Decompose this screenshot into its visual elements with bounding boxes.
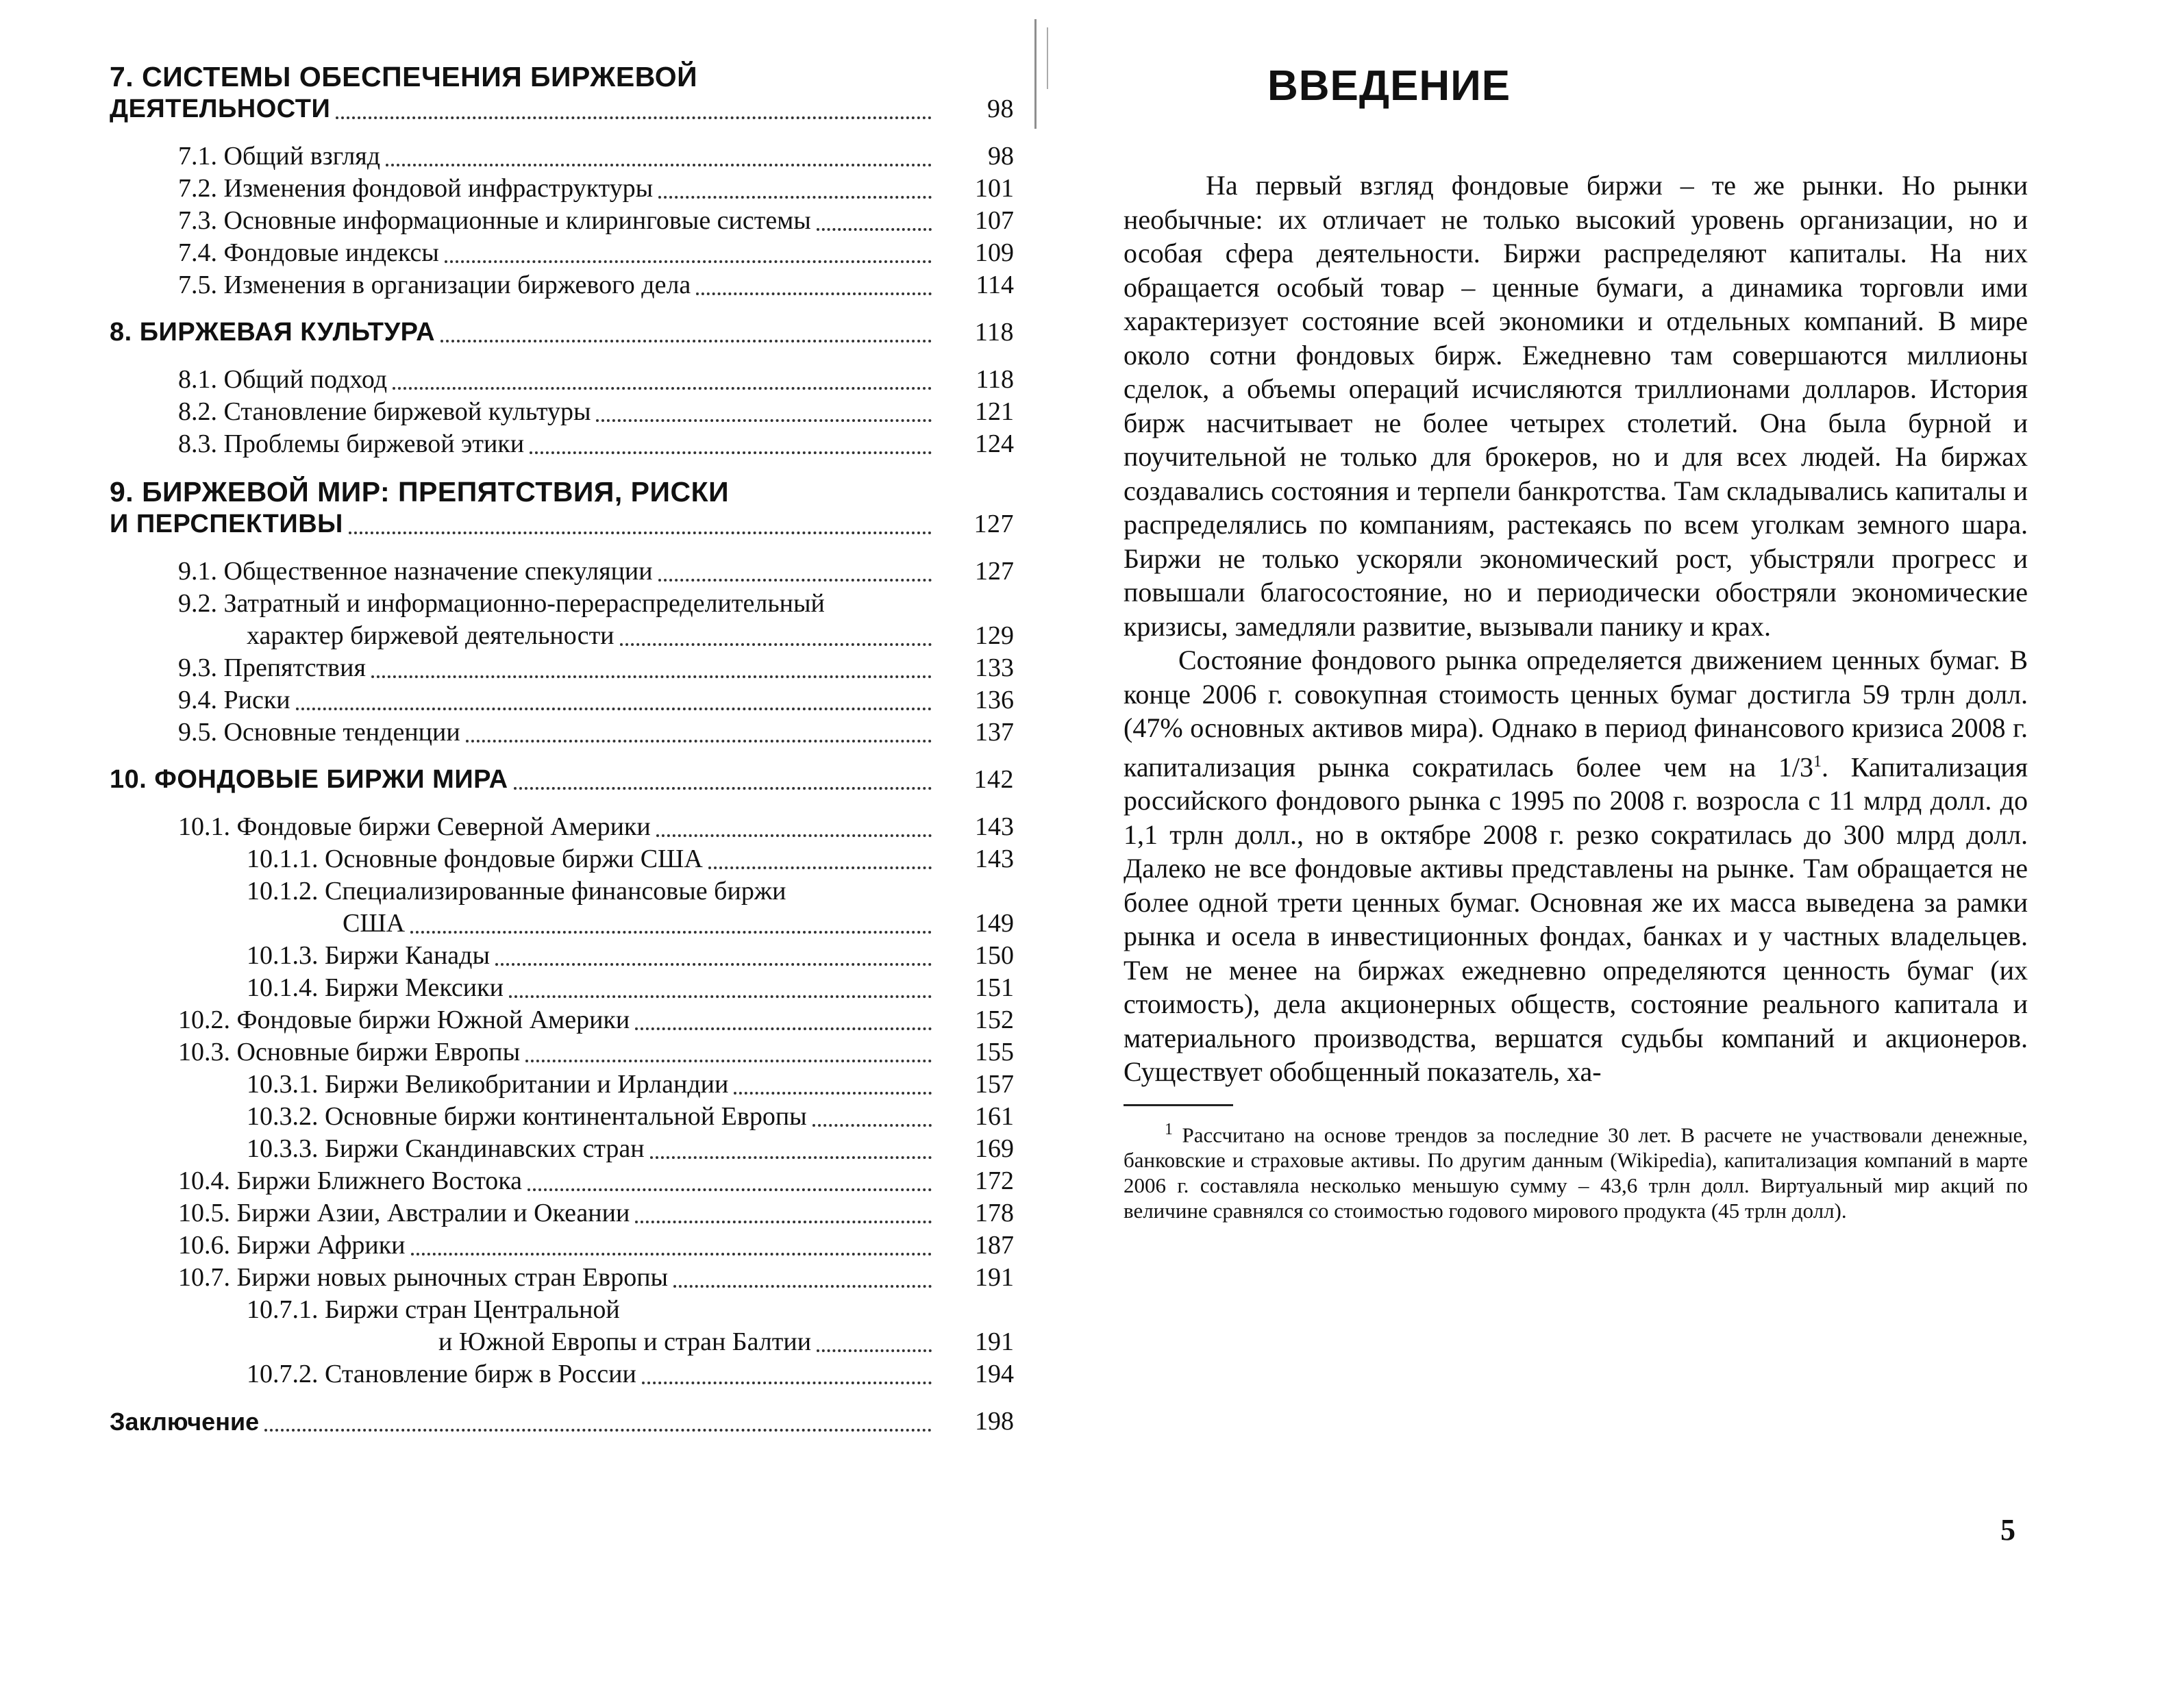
leader-dots: [509, 995, 932, 998]
toc-item-label: 7.3. Основные информационные и клиринговые системы: [178, 206, 811, 235]
gutter-mark: [1034, 19, 1037, 129]
toc-section-title: 10. ФОНДОВЫЕ БИРЖИ МИРА: [110, 765, 508, 794]
leader-dots: [673, 1285, 932, 1288]
toc-section-title-row: [110, 316, 1014, 349]
toc-page-number: 121: [975, 397, 1014, 426]
toc-item: [110, 1101, 1014, 1133]
toc-page-number: 152: [975, 1006, 1014, 1034]
toc-page-number: 161: [975, 1102, 1014, 1131]
toc-item: [110, 972, 1014, 1004]
toc-section-title-row: [110, 508, 1014, 540]
toc-item-label: 10.7.2. Становление бирж в России: [247, 1360, 636, 1388]
toc-page-number: 136: [975, 686, 1014, 714]
toc-page-number: 150: [975, 941, 1014, 970]
toc-item: [110, 1197, 1014, 1229]
page-number: 5: [2000, 1513, 2015, 1547]
leader-dots: [708, 866, 932, 869]
toc-item: [110, 1358, 1014, 1390]
intro-paragraph: [1124, 643, 2028, 1089]
toc-page-number: 191: [975, 1263, 1014, 1292]
toc-item-label: 9.3. Препятствия: [178, 653, 366, 682]
leader-dots: [336, 116, 932, 119]
toc-page-number: 198: [975, 1407, 1014, 1436]
toc-item-label: 10.7. Биржи новых рыночных стран Европы: [178, 1263, 669, 1292]
leader-dots: [817, 228, 932, 231]
leader-dots: [620, 643, 932, 646]
toc-item-label: 10.3.1. Биржи Великобритании и Ирландии: [247, 1070, 729, 1099]
leader-dots: [411, 1253, 932, 1256]
toc-item: [110, 811, 1014, 843]
toc-section-title-cont: И ПЕРСПЕКТИВЫ: [110, 510, 343, 538]
intro-text: Состояние фондового рынка определяется движением ценных бумаг. В конце 2006 г. совокупная стоимость ценных бумаг достигла 59 трлн долл. (47% основных активов мира). Однако в период финансового кризиса 2008 г. капитализация рынка сократилась более чем на: [1124, 645, 2028, 782]
toc-item-label: 10.1.3. Биржи Канады: [247, 941, 491, 970]
toc-page-number: 98: [987, 95, 1014, 123]
toc-item-label: 10.2. Фондовые биржи Южной Америки: [178, 1006, 630, 1034]
toc-item-label: 7.4. Фондовые индексы: [178, 238, 439, 267]
toc-item: [110, 428, 1014, 460]
toc-item: [110, 237, 1014, 269]
toc-item: [110, 1069, 1014, 1101]
leader-dots: [656, 834, 932, 837]
toc-conclusion-label: Заключение: [110, 1408, 260, 1436]
toc-page-number: 155: [975, 1038, 1014, 1066]
gutter-mark: [1047, 27, 1048, 89]
leader-dots: [495, 963, 932, 966]
leader-dots: [514, 787, 932, 790]
toc-section-9: [110, 475, 1014, 749]
toc-item: [110, 1133, 1014, 1165]
toc-page-number: 149: [975, 909, 1014, 938]
toc-conclusion: [110, 1406, 1014, 1438]
introduction-page: [1124, 59, 2028, 1223]
footnote-mark: 1: [1165, 1120, 1173, 1138]
toc-item: [110, 940, 1014, 972]
toc-page-number: 151: [975, 973, 1014, 1002]
leader-dots: [296, 708, 932, 710]
toc-item-label: 9.1. Общественное назначение спекуляции: [178, 557, 653, 586]
toc-section-title-row: [110, 764, 1014, 796]
leader-dots: [635, 1027, 932, 1030]
leader-dots: [349, 532, 932, 534]
toc-item: [110, 364, 1014, 396]
toc-page-number: 143: [975, 812, 1014, 841]
toc-item: [110, 684, 1014, 716]
toc-section-8: [110, 316, 1014, 460]
toc-item-label: 10.1.1. Основные фондовые биржи США: [247, 845, 703, 873]
leader-dots: [440, 340, 932, 342]
toc-section-title-cont: ДЕЯТЕЛЬНОСТИ: [110, 95, 331, 123]
toc-section-title-row: [110, 93, 1014, 125]
footnote-text: Рассчитано на основе трендов за последние 30 лет. В расчете не участвовали денежные, банковские и страховые активы. По другим данным (Wikipedia), капитализация компаний в марте 2006 г. составляла несколько меньшую сумму – 43,6 трлн долл. Виртуальный мир акций по величине сравнялся со стоимостью годового мирового продукта (45 трлн долл).: [1124, 1123, 2028, 1223]
toc-item-label-cont: США: [343, 909, 406, 938]
toc-item: [110, 843, 1014, 875]
toc-page-number: 133: [975, 653, 1014, 682]
intro-text: . Капитализация российского фондового рынка с 1995 по 2008 г. возросла с 11 млрд долл. до 1,1 трлн долл., но в октябре 2008 г. резко сократилась до 300 млрд долл. Далеко не все фондовые активы представлены на рынке. Там обращается не более одной трети ценных бумаг. Основная же их масса выведена за рамки рынка и осела в инвестиционных фондах, банках и у частных владельцев. Тем не менее на биржах ежедневно определяются ценность бумаг (их стоимость), дела акционерных обществ, состояние реального капитала и материального производства, вершатся судьбы компаний и акционеров. Существует обобщенный показатель, ха-: [1124, 751, 2028, 1088]
toc-item-label: 9.4. Риски: [178, 686, 290, 714]
toc-item-label: 10.3.3. Биржи Скандинавских стран: [247, 1134, 645, 1163]
toc-item: [110, 620, 1014, 652]
toc-section-title: 7. СИСТЕМЫ ОБЕСПЕЧЕНИЯ БИРЖЕВОЙ: [110, 61, 698, 92]
toc-item: [110, 1165, 1014, 1197]
toc-page-number: 114: [976, 271, 1014, 299]
toc-section-7: [110, 60, 1014, 301]
toc-page-number: 109: [975, 238, 1014, 267]
toc-item: [110, 652, 1014, 684]
leader-dots: [734, 1092, 932, 1095]
toc-page-number: 127: [975, 557, 1014, 586]
leader-dots: [386, 164, 932, 166]
toc-item-label: 10.3.2. Основные биржи континентальной Европы: [247, 1102, 807, 1131]
toc-page-number: 137: [975, 718, 1014, 747]
toc-item: [110, 1229, 1014, 1262]
toc-item: [110, 1326, 1014, 1358]
toc-page-number: 127: [973, 510, 1014, 538]
toc-page-number: 143: [975, 845, 1014, 873]
toc-item-label: 7.1. Общий взгляд: [178, 142, 381, 171]
page-title: ВВЕДЕНИЕ: [1267, 62, 1511, 110]
toc-item-label: 7.2. Изменения фондовой инфраструктуры: [178, 174, 654, 203]
toc-item: [110, 269, 1014, 301]
toc-item: [110, 555, 1014, 588]
leader-dots: [817, 1349, 932, 1352]
toc-item-label: 10.3. Основные биржи Европы: [178, 1038, 521, 1066]
toc-item: [110, 140, 1014, 173]
footnote-reference: 1: [1813, 752, 1822, 771]
toc-page-number: 101: [975, 174, 1014, 203]
toc-item-label: 8.1. Общий подход: [178, 365, 388, 394]
toc-page-number: 187: [975, 1231, 1014, 1260]
toc-page-number: 191: [975, 1327, 1014, 1356]
toc-item-label-cont: характер биржевой деятельности: [247, 621, 615, 650]
toc-item: [110, 1262, 1014, 1294]
toc-item-label: 8.3. Проблемы биржевой этики: [178, 429, 525, 458]
toc-item-label: 9.2. Затратный и информационно-перераспределительный: [178, 589, 825, 618]
leader-dots: [530, 451, 932, 454]
leader-dots: [528, 1188, 932, 1191]
toc-page-number: 107: [975, 206, 1014, 235]
toc-page-number: 157: [975, 1070, 1014, 1099]
toc-page-number: 172: [975, 1166, 1014, 1195]
toc-page-number: 142: [973, 765, 1014, 794]
toc-item: [110, 396, 1014, 428]
toc-page-number: 118: [974, 318, 1014, 347]
toc-page-number: 169: [975, 1134, 1014, 1163]
leader-dots: [596, 419, 932, 422]
toc-item: [110, 908, 1014, 940]
toc-page-number: 118: [976, 365, 1014, 394]
leader-dots: [658, 579, 932, 582]
leader-dots: [635, 1221, 932, 1223]
leader-dots: [466, 740, 932, 742]
leader-dots: [696, 292, 932, 295]
toc-item-label: 10.1. Фондовые биржи Северной Америки: [178, 812, 651, 841]
toc-item: [110, 716, 1014, 749]
leader-dots: [264, 1429, 932, 1432]
toc-item-label: 10.1.4. Биржи Мексики: [247, 973, 504, 1002]
toc-item-label: 10.5. Биржи Азии, Австралии и Океании: [178, 1199, 630, 1227]
leader-dots: [371, 675, 932, 678]
footnote-divider: [1124, 1104, 1233, 1106]
toc-item-label: 9.5. Основные тенденции: [178, 718, 460, 747]
leader-dots: [650, 1156, 932, 1159]
toc-item-label: 10.4. Биржи Ближнего Востока: [178, 1166, 522, 1195]
toc-item-label: 8.2. Становление биржевой культуры: [178, 397, 591, 426]
toc-page-number: 194: [975, 1360, 1014, 1388]
intro-paragraph: На первый взгляд фондовые биржи – те же рынки. Но рынки необычные: их отличает не только высокий уровень организации, но и особая сфера деятельности. Биржи распределяют капиталы. На них обращается особый товар – ценные бумаги, а динамика торговли ими характеризует состояние всей экономики и отдельных компаний. В мире около сотни фондовых бирж. Ежедневно там совершаются миллионы сделок, а объемы операций исчисляются триллионами долларов. История бирж насчитывает не более четырех столетий. Она была бурной и поучительной не только для брокеров, но и для всех людей. На биржах создавались состояния и терпели банкротства. Там складывались капиталы и распределялись по компаниям, растекаясь по всем уголкам земного шара. Биржи не только ускоряли экономический рост, убыстряли прогресс и повышали благосостояние, но и периодически обостряли экономические кризисы, замедляли развитие, вызывали панику и крах.: [1124, 170, 2028, 642]
toc-item-label: 10.7.1. Биржи стран Центральной: [247, 1295, 620, 1324]
toc-item-label-cont: и Южной Европы и стран Балтии: [438, 1327, 812, 1356]
table-of-contents: [110, 60, 1014, 1438]
leader-dots: [393, 387, 932, 390]
toc-item: [110, 1004, 1014, 1036]
toc-page-number: 124: [975, 429, 1014, 458]
leader-dots: [525, 1060, 932, 1062]
leader-dots: [642, 1382, 932, 1384]
toc-item: [110, 173, 1014, 205]
leader-dots: [410, 931, 932, 934]
toc-item: [110, 1036, 1014, 1069]
leader-dots: [658, 196, 932, 199]
toc-section-10: [110, 764, 1014, 1390]
leader-dots: [445, 260, 932, 263]
leader-dots: [812, 1124, 932, 1127]
toc-item-label: 7.5. Изменения в организации биржевого дела: [178, 271, 691, 299]
toc-page-number: 178: [975, 1199, 1014, 1227]
toc-section-title: 8. БИРЖЕВАЯ КУЛЬТУРА: [110, 318, 436, 347]
toc-page-number: 129: [975, 621, 1014, 650]
footnote: [1124, 1117, 2028, 1223]
toc-item-label: 10.6. Биржи Африки: [178, 1231, 406, 1260]
toc-page-number: 98: [988, 142, 1014, 171]
toc-section-title: 9. БИРЖЕВОЙ МИР: ПРЕПЯТСТВИЯ, РИСКИ: [110, 476, 730, 508]
fraction: 1/3: [1778, 751, 1813, 782]
toc-item: [110, 205, 1014, 237]
toc-item-label: 10.1.2. Специализированные финансовые биржи: [247, 877, 786, 906]
